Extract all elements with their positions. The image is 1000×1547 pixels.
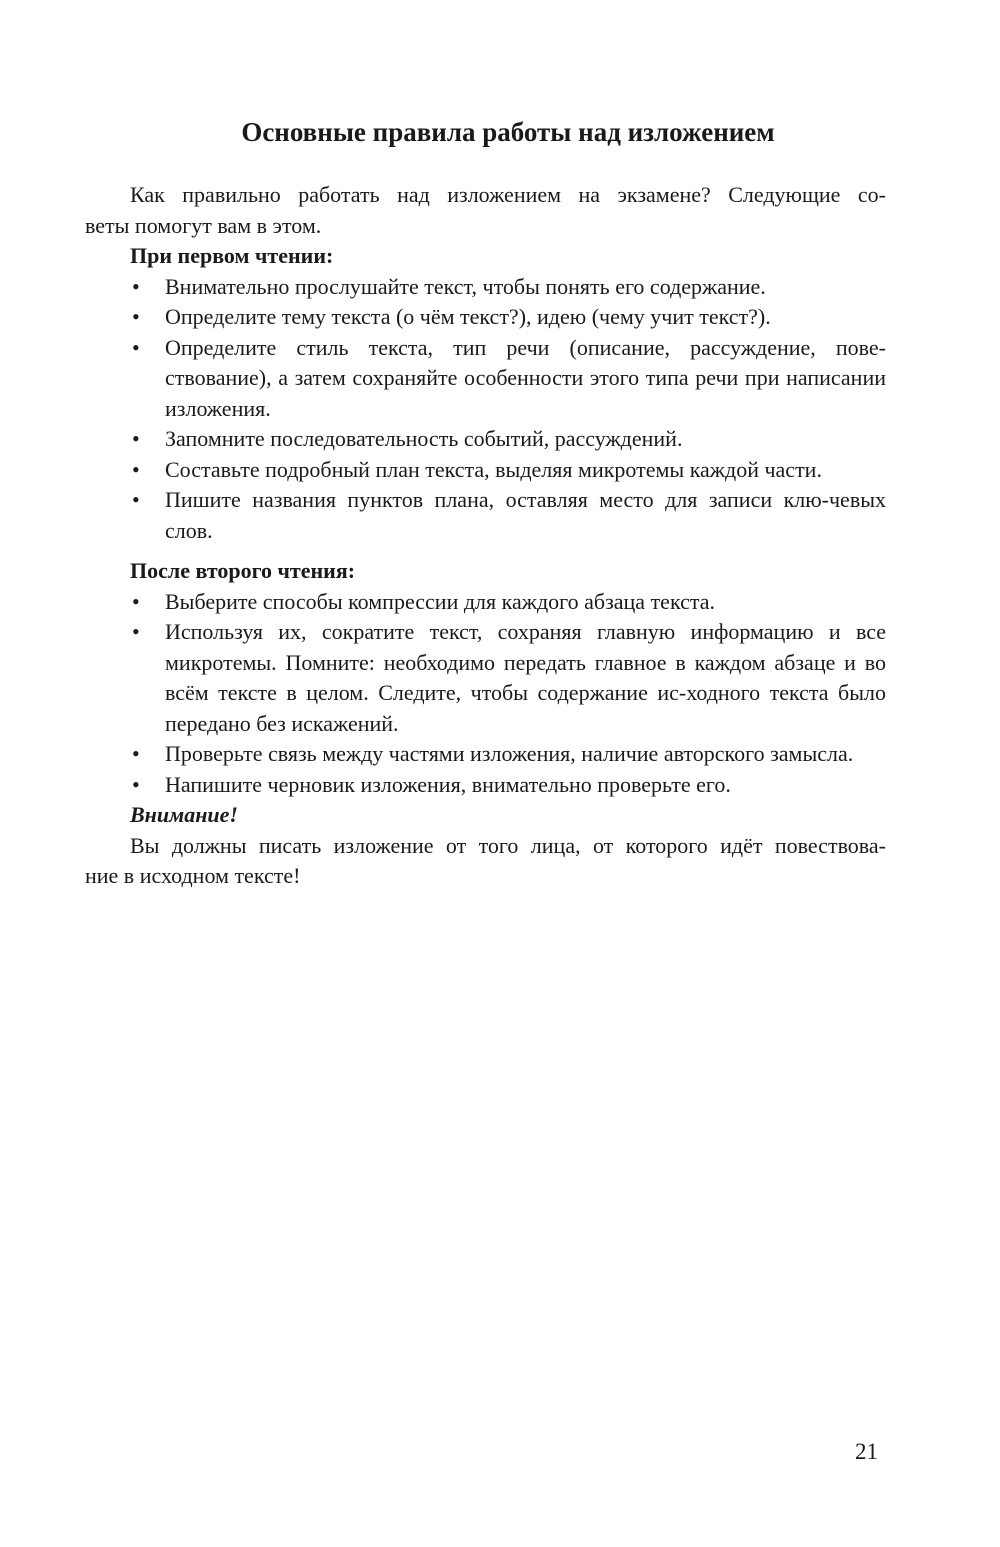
list-item-text: Проверьте связь между частями изложения, наличие авторского замысла. (165, 741, 854, 766)
list-item (130, 617, 886, 739)
second-reading-list (130, 587, 886, 801)
section-heading-first-reading: При первом чтении: (130, 243, 334, 268)
bullet-icon: • (132, 771, 140, 797)
intro-line-1: Как правильно работать над изложением на экзамене? Следующие со- (130, 182, 886, 207)
list-item-text: Выберите способы компрессии для каждого абзаца текста. (165, 588, 715, 614)
list-item (130, 739, 886, 770)
bullet-icon: • (132, 456, 140, 482)
attention-line-1: Вы должны писать изложение от того лица, от которого идёт повествова- (130, 832, 886, 858)
bullet-icon: • (132, 334, 140, 360)
list-item (130, 333, 886, 425)
list-item-text: Внимательно прослушайте текст, чтобы понять его содержание. (165, 273, 766, 299)
list-item-text: Определите тему текста (о чём текст?), идею (чему учит текст?). (165, 304, 771, 329)
list-item (130, 770, 886, 801)
bullet-icon: • (132, 588, 140, 614)
bullet-icon: • (132, 426, 140, 451)
page-number: 21 (855, 1439, 878, 1464)
list-item-text: Используя их, сократите текст, сохраняя главную информацию и все микротемы. Помните: необходимо передать главное в каждом абзаце и во всём тексте в целом. Следите, чтобы содержание ис-ходного текста было передано без искажений. (165, 619, 886, 736)
bullet-icon: • (132, 741, 140, 766)
bullet-icon: • (132, 273, 140, 299)
bullet-icon: • (132, 619, 140, 644)
attention-paragraph (85, 831, 886, 892)
page-title: Основные правила работы над изложением (241, 117, 775, 147)
list-item-text: Напишите черновик изложения, внимательно проверьте его. (165, 771, 731, 797)
list-item (130, 485, 886, 546)
list-item-text: Определите стиль текста, тип речи (описание, рассуждение, пове-ствование), а затем сохраняйте особенности этого типа речи при написании изложения. (165, 334, 886, 421)
list-item-text: Пишите названия пунктов плана, оставляя место для записи клю-чевых слов. (165, 487, 886, 543)
list-item-text: Запомните последовательность событий, рассуждений. (165, 426, 683, 451)
list-item-text: Составьте подробный план текста, выделяя микротемы каждой части. (165, 456, 822, 482)
list-item (130, 587, 886, 618)
list-item (130, 424, 886, 455)
bullet-icon: • (132, 487, 140, 512)
list-item (130, 455, 886, 486)
section-heading-second-reading: После второго чтения: (130, 558, 356, 583)
attention-label: Внимание! (130, 802, 238, 827)
list-item (130, 302, 886, 333)
attention-line-2: ние в исходном тексте! (85, 863, 301, 888)
page-content (85, 180, 886, 892)
intro-line-2: веты помогут вам в этом. (85, 212, 322, 238)
bullet-icon: • (132, 304, 140, 329)
intro-paragraph (85, 180, 886, 241)
first-reading-list (130, 272, 886, 547)
list-item (130, 272, 886, 303)
